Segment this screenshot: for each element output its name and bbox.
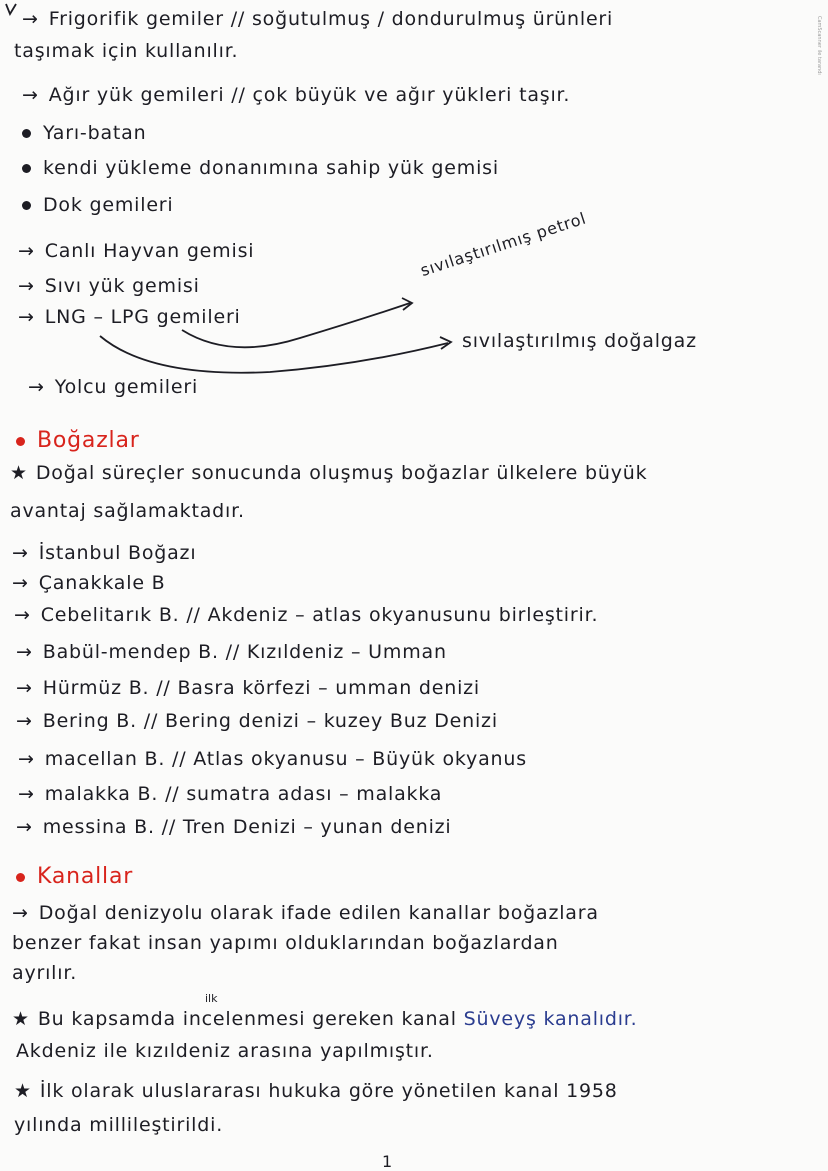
- list-item: → İstanbul Boğazı: [12, 542, 197, 564]
- list-item: → Çanakkale B: [12, 572, 166, 594]
- text-line: → Ağır yük gemileri // çok büyük ve ağır yükleri taşır.: [22, 84, 571, 106]
- list-item: → Cebelitarık B. // Akdeniz – atlas okyanusunu birleştirir.: [14, 604, 599, 626]
- list-item: → macellan B. // Atlas okyanusu – Büyük okyanus: [18, 748, 527, 770]
- list-item: kendi yükleme donanımına sahip yük gemisi: [22, 157, 499, 179]
- star-icon: ★: [14, 1080, 32, 1102]
- page-number: 1: [382, 1152, 393, 1171]
- text-line: benzer fakat insan yapımı olduklarından boğazlardan: [12, 932, 559, 954]
- arrow-icon: →: [16, 641, 33, 663]
- text-line: ★ Doğal süreçler sonucunda oluşmuş boğazlar ülkelere büyük: [10, 462, 648, 484]
- section-heading-kanallar: Kanallar: [16, 864, 133, 889]
- arrow-icon: →: [18, 783, 35, 805]
- text-line: ayrılır.: [12, 962, 78, 984]
- bullet-icon: [22, 201, 31, 210]
- text-line: yılında millileştirildi.: [14, 1114, 224, 1136]
- list-item: → Bering B. // Bering denizi – kuzey Buz Denizi: [16, 710, 498, 732]
- arrow-icon: →: [12, 572, 29, 594]
- text-line: avantaj sağlamaktadır.: [10, 500, 245, 522]
- list-item: Yarı-batan: [22, 122, 146, 144]
- inserted-word: ilk: [205, 992, 218, 1005]
- annotation-dogalgaz: sıvılaştırılmış doğalgaz: [462, 330, 697, 352]
- star-icon: ★: [10, 462, 28, 484]
- text-line: → Yolcu gemileri: [28, 376, 199, 398]
- arrow-icon: →: [18, 240, 35, 262]
- bullet-icon: [22, 164, 31, 173]
- arrow-icon: →: [22, 8, 39, 30]
- bullet-icon: [16, 873, 25, 882]
- text-line: → Canlı Hayvan gemisi: [18, 240, 255, 262]
- annotation-petrol: sıvılaştırılmış petrol: [418, 208, 589, 281]
- section-heading-bogazlar: Boğazlar: [16, 428, 140, 453]
- text-line: → Doğal denizyolu olarak ifade edilen kanallar boğazlara: [12, 902, 599, 924]
- bullet-icon: [22, 129, 31, 138]
- list-item: Dok gemileri: [22, 194, 174, 216]
- list-item: → malakka B. // sumatra adası – malakka: [18, 783, 443, 805]
- text-line: → Sıvı yük gemisi: [18, 275, 200, 297]
- arrow-icon: →: [16, 677, 33, 699]
- text-line: taşımak için kullanılır.: [14, 40, 239, 62]
- highlight-suveys: Süveyş kanalıdır.: [463, 1008, 638, 1030]
- arrow-icon: →: [12, 542, 29, 564]
- list-item: → Babül-mendep B. // Kızıldeniz – Umman: [16, 641, 447, 663]
- arrow-icon: →: [18, 275, 35, 297]
- arrow-icon: →: [28, 376, 45, 398]
- text-line: → LNG – LPG gemileri: [18, 306, 241, 328]
- arrow-icon: →: [14, 604, 31, 626]
- text-line: Akdeniz ile kızıldeniz arasına yapılmıştır.: [16, 1040, 434, 1062]
- arrow-icon: →: [12, 902, 29, 924]
- arrow-icon: →: [22, 84, 39, 106]
- arrow-icon: →: [16, 816, 33, 838]
- arrow-icon: →: [18, 748, 35, 770]
- arrow-icon: →: [18, 306, 35, 328]
- text-line: ★ Bu kapsamda incelenmesi gereken kanal Süveyş kanalıdır.: [12, 1008, 638, 1030]
- scanner-watermark: CamScanner ile tarandı: [816, 16, 822, 75]
- text-line: → Frigorifik gemiler // soğutulmuş / dondurulmuş ürünleri: [22, 8, 614, 30]
- arrow-icon: →: [16, 710, 33, 732]
- text-line: ★ İlk olarak uluslararası hukuka göre yönetilen kanal 1958: [14, 1080, 618, 1102]
- list-item: → Hürmüz B. // Basra körfezi – umman denizi: [16, 677, 481, 699]
- list-item: → messina B. // Tren Denizi – yunan denizi: [16, 816, 452, 838]
- star-icon: ★: [12, 1008, 30, 1030]
- bullet-icon: [16, 437, 25, 446]
